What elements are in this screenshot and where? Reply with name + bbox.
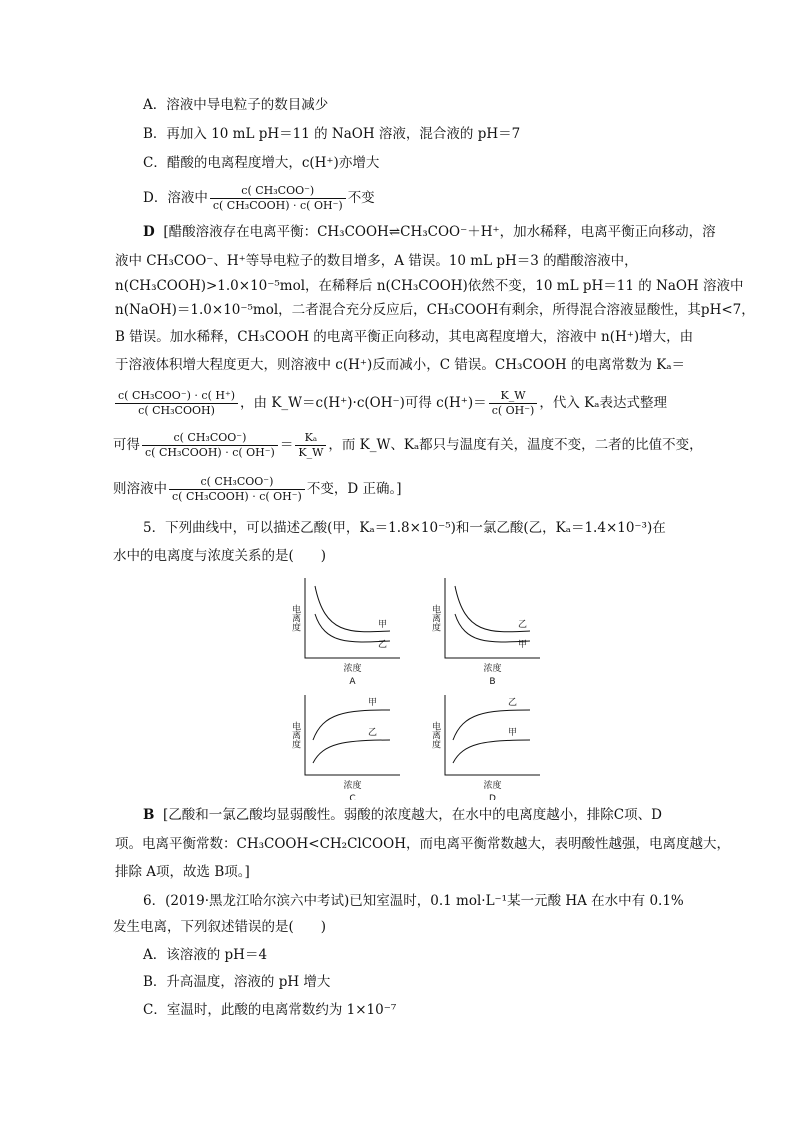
q4-explanation-line-6: 于溶液体积增大程度更大，则溶液中 c(H⁺)反而减小，C 错误。CH₃COOH 的电离常数为 Kₐ＝ [115,357,686,373]
q4-exp-text-7-tail: ，代入 Kₐ表达式整理 [539,395,667,411]
q4-explanation-line-3: n(CH₃COOH)>1.0×10⁻⁵mol，在稀释后 n(CH₃COOH)依然不变，10 mL pH＝11 的 NaOH 溶液中 [115,278,744,294]
q4-answer: D [143,224,155,240]
ka-kw-fraction [295,431,326,460]
q4-option-d [143,182,375,214]
fraction-numerator: c( CH₃COO⁻) [173,431,247,444]
q6-stem-line-1: 6．(2019·黑龙江哈尔滨六中考试)已知室温时，0.1 mol·L⁻¹某一元酸 HA 在水中有 0.1% [143,893,684,909]
graph-b-series-label-lower: 甲 [518,640,528,650]
q4-explanation-line-2: 液中 CH₃COO⁻、H⁺等导电粒子的数目增多，A 错误。10 mL pH＝3 的醋酸溶液中， [115,253,638,269]
q5-explanation-line-2: 项。电离平衡常数：CH₃COOH<CH₂ClCOOH，而电离平衡常数越大，表明酸性越强，电离度越大， [115,836,730,852]
ka-fraction [115,389,238,418]
q6-option-a: A．该溶液的 pH＝4 [143,947,268,963]
graph-b-xlabel: 浓度 [483,664,502,674]
q5-explanation-line-3: 排除 A项，故选 B项。] [115,864,250,880]
fraction-numerator: K_W [500,389,526,402]
graph-c-ylabel: 电离度 [290,721,300,749]
fraction-numerator: c( CH₃COO⁻) [200,475,274,488]
graph-a-xlabel: 浓度 [343,664,362,674]
equals-sign: ＝ [279,437,294,453]
q4-option-d-suffix: 不变 [347,190,375,206]
fraction-denominator: c( CH₃COOH) · c( OH⁻) [169,489,305,504]
q6-option-b: B．升高温度，溶液的 pH 增大 [143,974,331,990]
q5-explanation-line-1 [143,805,662,825]
graph-c-curve-lower [313,740,390,763]
fraction-numerator: c( CH₃COO⁻) [241,184,315,197]
q5-stem-line-2: 水中的电离度与浓度关系的是( ) [113,548,327,564]
q4-option-d-prefix: D．溶液中 [143,190,208,206]
q4-exp-text-9: 则溶液中 [113,481,167,497]
graph-a-series-label-upper: 甲 [378,620,388,630]
q4-option-d-fraction [210,184,346,213]
fraction-denominator: c( OH⁻) [489,403,538,418]
q4-exp-text-1: [醋酸溶液存在电离平衡：CH₃COOH⇌CH₃COO⁻＋H⁺，加水稀释，电离平衡正向移动，溶 [163,224,716,240]
q4-explanation-line-4: n(NaOH)＝1.0×10⁻⁵mol，二者混合充分反应后，CH₃COOH有剩余，所得混合溶液显酸性，其pH<7， [115,302,755,318]
fraction-denominator: K_W [295,445,326,460]
graph-b-series-label-upper: 乙 [518,620,528,630]
graph-c-series-label-lower: 乙 [368,728,378,738]
graph-d-series-label-upper: 乙 [508,698,518,708]
q6-option-c: C．室温时，此酸的电离常数约为 1×10⁻⁷ [143,1002,397,1018]
ratio-fraction [142,431,278,460]
q4-exp-text-8-tail: ，而 K_W、Kₐ都只与温度有关，温度不变，二者的比值不变， [328,437,703,453]
fraction-denominator: c( CH₃COOH) · c( OH⁻) [210,198,346,213]
graph-d-axes [445,695,540,775]
graph-a-series-label-lower: 乙 [378,640,388,650]
q5-stem-line-1: 5．下列曲线中，可以描述乙酸(甲，Kₐ＝1.8×10⁻⁵)和一氯乙酸(乙，Kₐ＝1.4×10⁻³)在 [143,520,666,536]
q5-exp-text-1: [乙酸和一氯乙酸均显弱酸性。弱酸的浓度越大，在水中的电离度越小，排除C项、D [163,807,662,823]
graph-c-xlabel: 浓度 [343,781,362,791]
graph-c-letter: C [349,794,356,800]
graph-d-curve-lower [453,740,530,763]
fraction-denominator: c( CH₃COOH) · c( OH⁻) [142,445,278,460]
graph-b-ylabel: 电离度 [430,604,440,632]
fraction-denominator: c( CH₃COOH) [115,403,238,418]
ratio-fraction-2 [169,475,305,504]
q4-explanation-line-5: B 错误。加水稀释，CH₃COOH 的电离平衡正向移动，其电离程度增大，溶液中 n(H⁺)增大，由 [115,329,694,345]
q4-option-c: C．醋酸的电离程度增大，c(H⁺)亦增大 [143,155,380,171]
q4-explanation-line-9 [113,472,402,506]
q4-exp-text-7: ，由 K_W＝c(H⁺)·c(OH⁻)可得 c(H⁺)＝ [240,395,487,411]
graph-c-series-label-upper: 甲 [368,698,378,708]
q4-option-b: B．再加入 10 mL pH＝11 的 NaOH 溶液，混合液的 pH＝7 [143,126,521,142]
fraction-numerator: c( CH₃COO⁻) · c( H⁺) [118,389,236,402]
graph-d-letter: D [489,794,496,800]
graph-a-letter: A [349,677,356,687]
q4-explanation-line-1 [143,222,716,242]
graph-a-ylabel: 电离度 [290,604,300,632]
graph-d-series-label-lower: 甲 [508,728,518,738]
kw-fraction [489,389,538,418]
fraction-numerator: Kₐ [304,431,318,444]
q4-exp-text-8: 可得 [113,437,140,453]
q6-stem-line-2: 发生电离，下列叙述错误的是( ) [113,919,327,935]
graph-d-ylabel: 电离度 [430,721,440,749]
graph-c-axes [305,695,400,775]
graph-d-xlabel: 浓度 [483,781,502,791]
q5-graphs [0,570,794,800]
q4-explanation-line-7 [113,386,667,420]
graph-c-curve-upper [313,710,390,740]
q4-explanation-line-8 [113,428,703,462]
graph-d-curve-upper [453,710,530,740]
graph-b-letter: B [489,677,496,687]
q5-answer: B [143,807,155,823]
q4-option-a: A．溶液中导电粒子的数目减少 [143,97,329,113]
q4-exp-text-9-tail: 不变，D 正确。] [306,481,402,497]
